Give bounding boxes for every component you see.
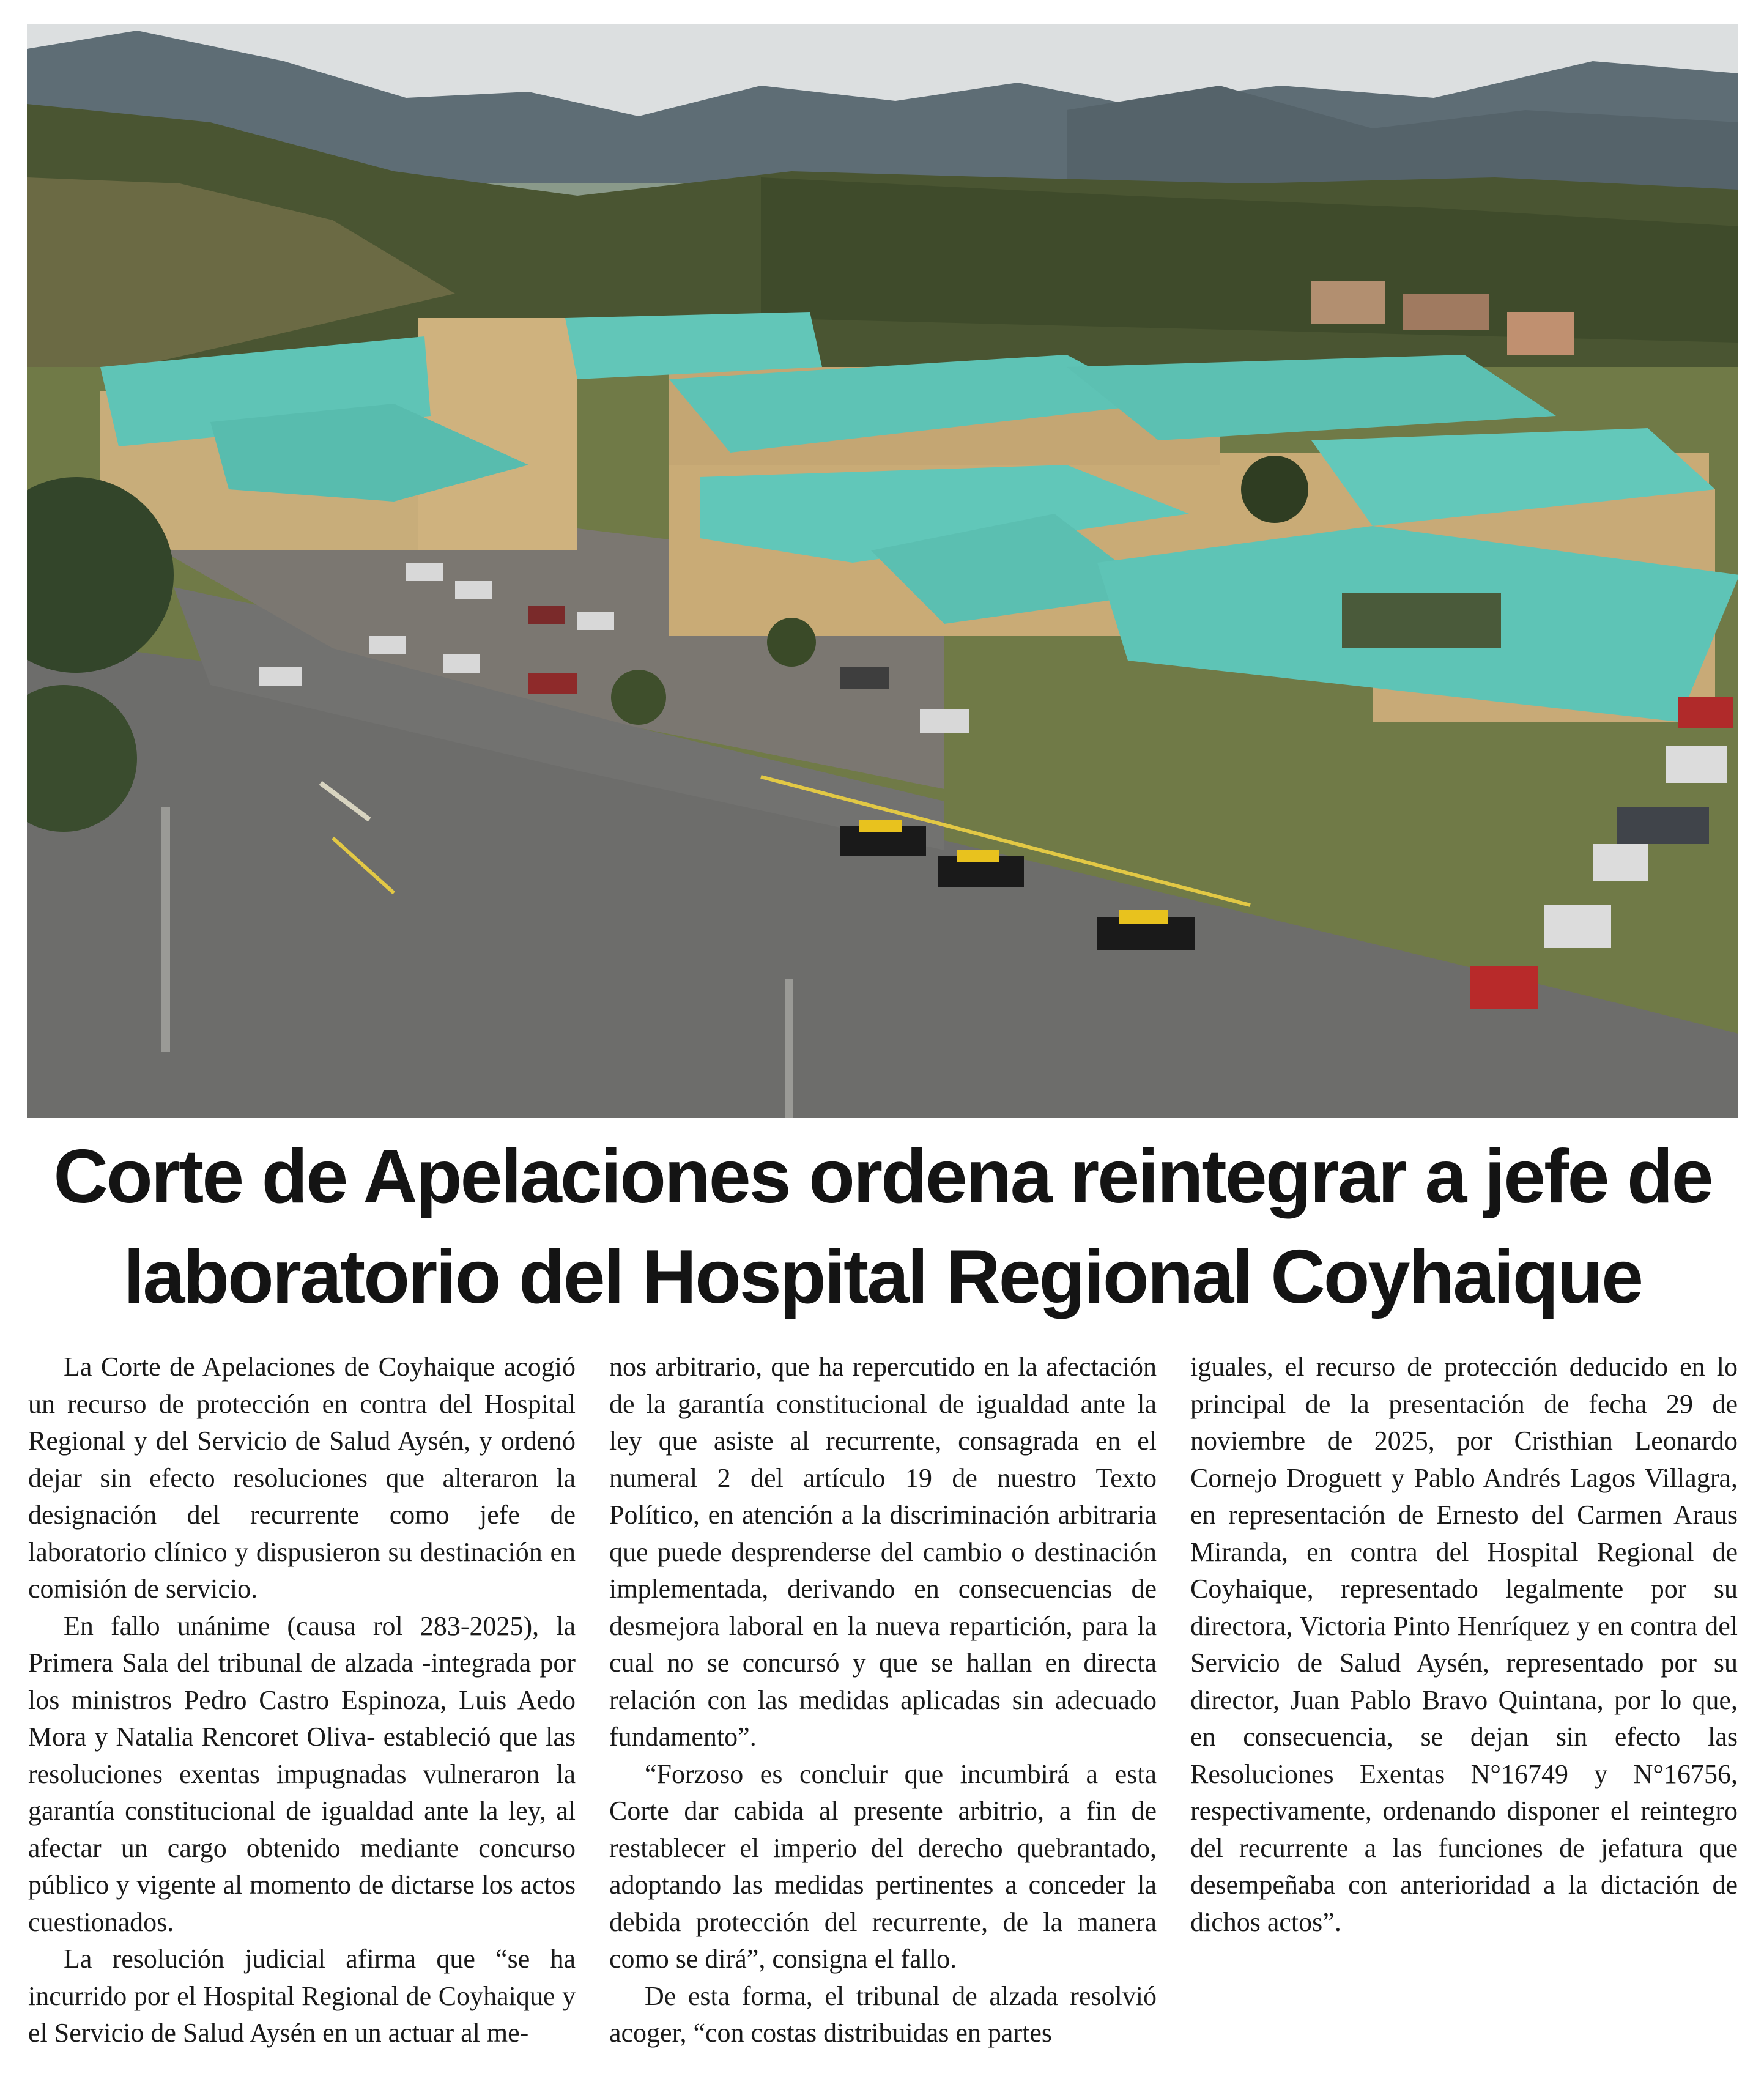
hospital-aerial-illustration <box>27 24 1738 1118</box>
hospital-aerial-photo <box>27 24 1738 1118</box>
paragraph: La Corte de Apelaciones de Coyhaique acogió un recurso de protección en contra del Hospital Regional y del Servicio de Salud Aysén, y ordenó dejar sin efecto resoluciones que alteraron la designación del recurrente como jefe de laboratorio clínico y dispusieron su destinación en comisión de servicio. <box>28 1352 576 1604</box>
paragraph: En fallo unánime (causa rol 283-2025), la Primera Sala del tribunal de alzada -integrada por los ministros Pedro Castro Espinoza, Luis Aedo Mora y Natalia Rencoret Oliva- estableció que las resoluciones exentas impugnadas vulneraron la garantía constitucional de igualdad ante la ley, al afectar un cargo obtenido mediante concurso público y vigente al momento de dictarse los actos cuestionados. <box>28 1610 576 1937</box>
headline: Corte de Apelaciones ordena reintegrar a jefe de laboratorio del Hospital Regional Coyhaique <box>53 1135 1712 1319</box>
paragraph: De esta forma, el tribunal de alzada resolvió acoger, “con costas distribuidas en partes <box>609 1980 1157 2048</box>
article-column-2 <box>609 1349 1157 2052</box>
article-column-3 <box>1190 1349 1738 1941</box>
article-column-1 <box>28 1349 576 2052</box>
paragraph: “Forzoso es concluir que incumbirá a esta Corte dar cabida al presente arbitrio, a fin de restablecer el imperio del derecho quebrantado, adoptando las medidas pertinentes a conceder la debida protección del recurrente, de la manera como se dirá”, consigna el fallo. <box>609 1758 1157 1974</box>
paragraph: La resolución judicial afirma que “se ha incurrido por el Hospital Regional de Coyhaique y el Servicio de Salud Aysén en un actuar al me- <box>28 1944 576 2048</box>
article-body <box>27 1349 1738 2070</box>
paragraph: iguales, el recurso de protección deducido en lo principal de la presentación de fecha 29 de noviembre de 2025, por Cristhian Leonardo Cornejo Droguett y Pablo Andrés Lagos Villagra, en representación de Ernesto del Carmen Araus Miranda, en contra del Hospital Regional de Coyhaique, representado legalmente por su directora, Victoria Pinto Henríquez y en contra del Servicio de Salud Aysén, representado por su director, Juan Pablo Bravo Quintana, por lo que, en consecuencia, se dejan sin efecto las Resoluciones Exentas N°16749 y N°16756, respectivamente, ordenando disponer el reintegro del recurrente a las funciones de jefatura que desempeñaba con anterioridad a la dictación de dichos actos”. <box>1190 1352 1738 1937</box>
paragraph: nos arbitrario, que ha repercutido en la afectación de la garantía constitucional de igualdad ante la ley que asiste al recurrente, consagrada en el numeral 2 del artículo 19 de nuestro Texto Político, en atención a la discriminación arbitraria que puede desprenderse del cambio o destinación implementada, derivando en consecuencias de desmejora laboral en la nueva repartición, para la cual no se concursó y que se hallan en directa relación con las medidas aplicadas sin adecuado fundamento”. <box>609 1352 1157 1752</box>
